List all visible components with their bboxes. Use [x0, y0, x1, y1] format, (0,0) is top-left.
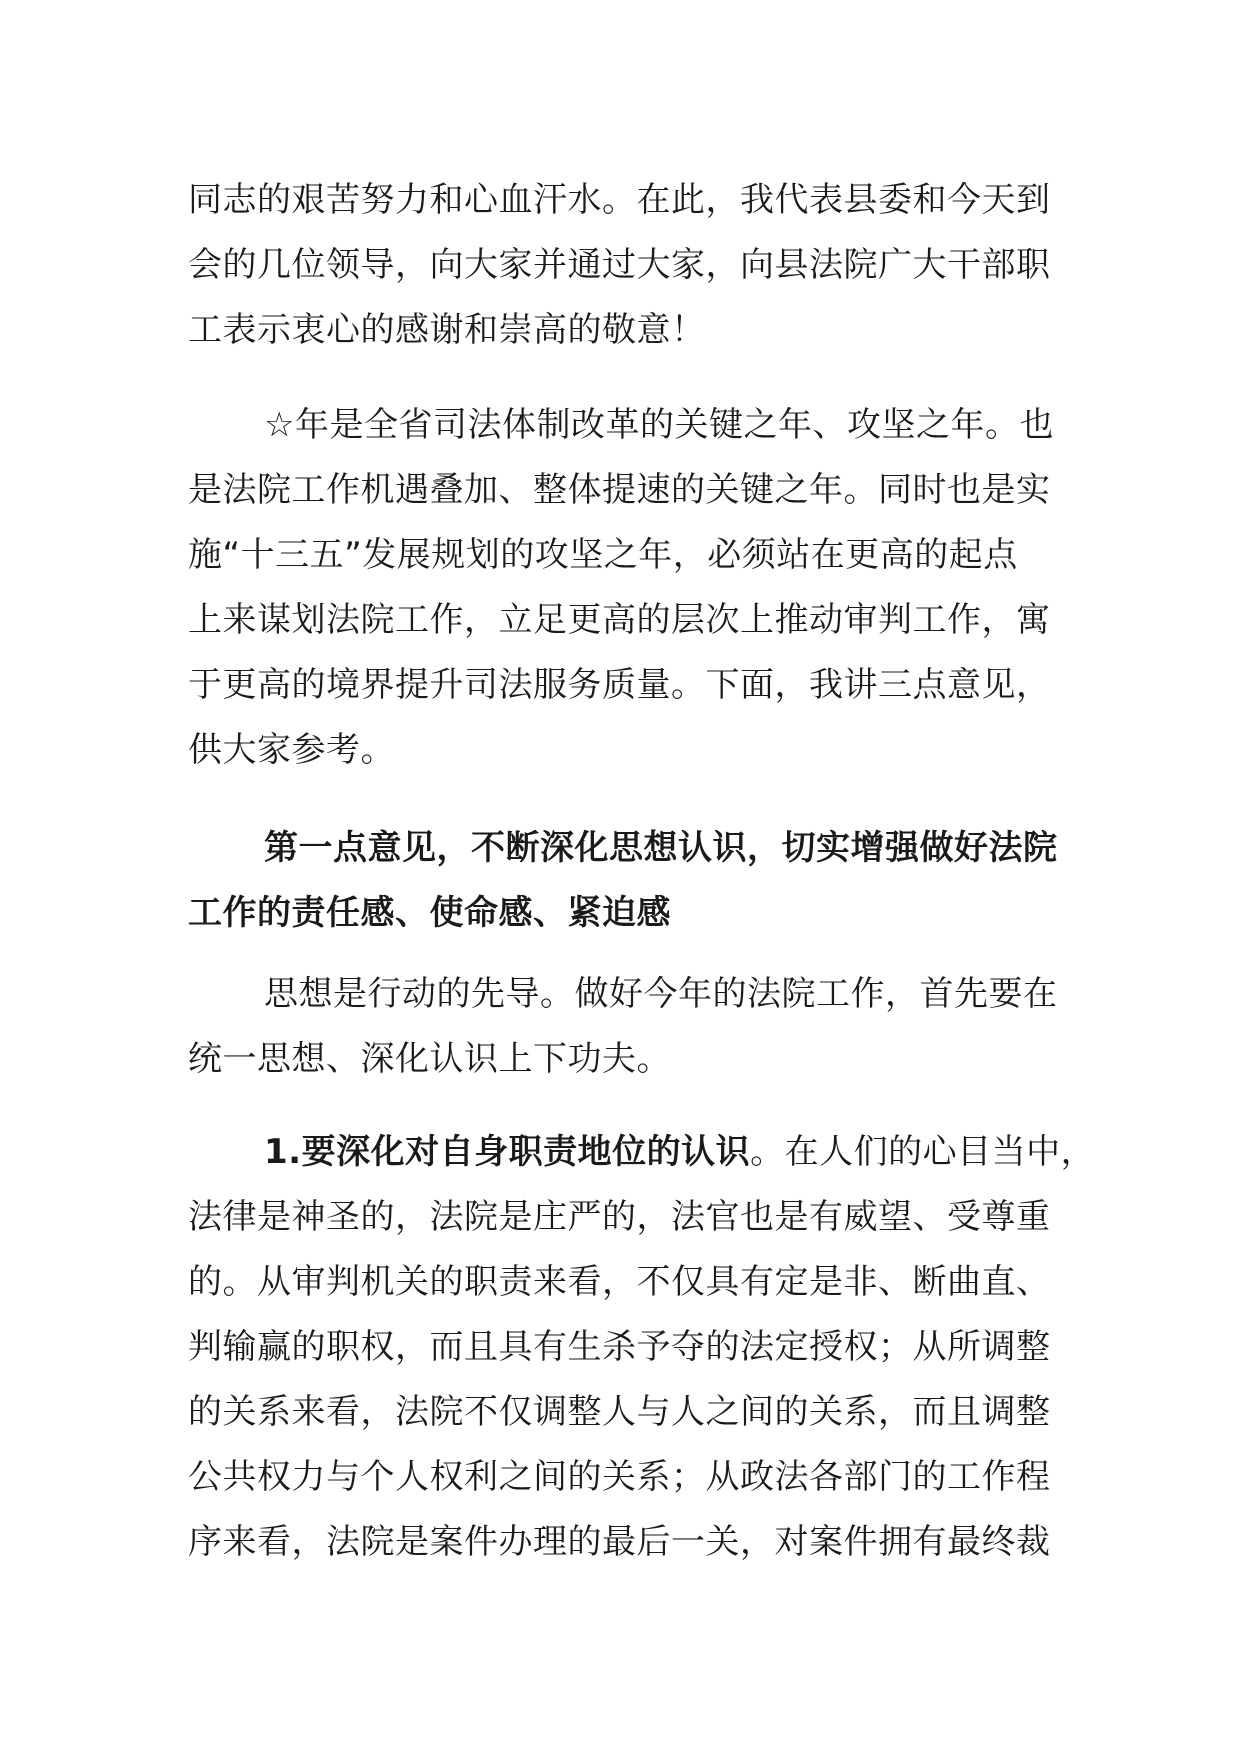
subheading-inline: 1.要深化对自身职责地位的认识: [264, 1132, 751, 1172]
text-line: 于更高的境界提升司法服务质量。下面，我讲三点意见，: [188, 665, 1051, 705]
paragraph-continuation: [188, 168, 1051, 363]
text-line: 序来看，法院是案件办理的最后一关，对案件拥有最终裁: [188, 1522, 1051, 1562]
subheading-continuation: 。在人们的心目当中，: [750, 1132, 1096, 1172]
heading-line: 工作的责任感、使命感、紧迫感: [188, 893, 671, 933]
section-heading: [188, 816, 1058, 946]
text-line: 思想是行动的先导。做好今年的法院工作，首先要在: [264, 974, 1058, 1014]
text-line: 工表示衷心的感谢和崇高的敬意！: [188, 310, 706, 350]
text-line: 法律是神圣的，法院是庄严的，法官也是有威望、受尊重: [188, 1197, 1051, 1237]
text-line: 同志的艰苦努力和心血汗水。在此，我代表县委和今天到: [188, 180, 1051, 220]
text-line: 统一思想、深化认识上下功夫。: [188, 1039, 671, 1079]
paragraph-reform-year: [188, 393, 1054, 783]
paragraph-duty-position: [188, 1120, 1095, 1575]
text-line: ☆年是全省司法体制改革的关键之年、攻坚之年。也: [264, 405, 1054, 445]
text-line: 公共权力与个人权利之间的关系；从政法各部门的工作程: [188, 1457, 1051, 1497]
text-line: 会的几位领导，向大家并通过大家，向县法院广大干部职: [188, 245, 1051, 285]
text-line: 的。从审判机关的职责来看，不仅具有定是非、断曲直、: [188, 1262, 1051, 1302]
text-line: 上来谋划法院工作，立足更高的层次上推动审判工作，寓: [188, 600, 1051, 640]
text-line: 是法院工作机遇叠加、整体提速的关键之年。同时也是实: [188, 470, 1051, 510]
text-line: 施“十三五”发展规划的攻坚之年，必须站在更高的起点: [188, 535, 1018, 575]
text-line: 供大家参考。: [188, 730, 395, 770]
text-line: 的关系来看，法院不仅调整人与人之间的关系，而且调整: [188, 1392, 1051, 1432]
text-line: 判输赢的职权，而且具有生杀予夺的法定授权；从所调整: [188, 1327, 1051, 1367]
heading-line: 第一点意见，不断深化思想认识，切实增强做好法院: [264, 828, 1058, 868]
text-line: [188, 1120, 1095, 1185]
paragraph-thought-guide: [188, 962, 1058, 1092]
